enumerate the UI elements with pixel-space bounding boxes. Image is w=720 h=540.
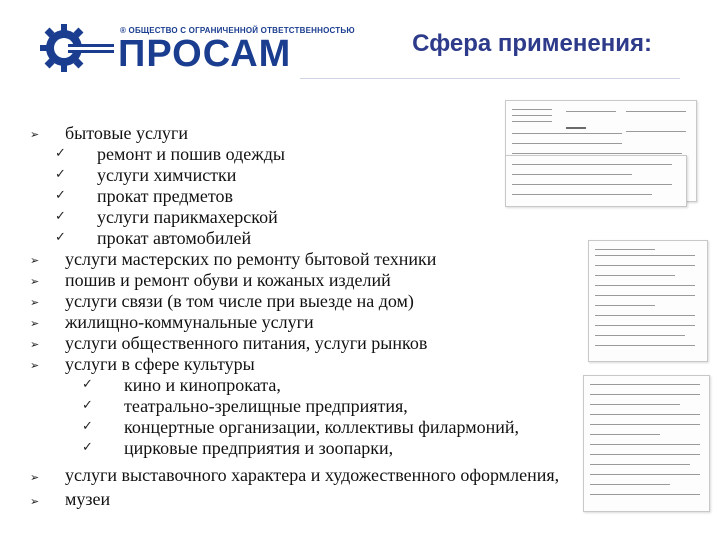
arrow-icon: ➢ — [30, 275, 40, 288]
check-icon: ✓ — [55, 188, 66, 203]
list-item: услуги выставочного характера и художественного оформления, — [65, 465, 560, 485]
arrow-icon: ➢ — [30, 296, 40, 309]
logo-tagline: ® ОБЩЕСТВО С ОГРАНИЧЕННОЙ ОТВЕТСТВЕННОСТЬЮ — [120, 26, 355, 35]
check-icon: ✓ — [82, 398, 93, 413]
list-item: услуги в сфере культуры — [65, 354, 255, 374]
arrow-icon: ➢ — [30, 495, 40, 508]
list-item: музеи — [65, 489, 111, 509]
list-item: ремонт и пошив одежды — [97, 144, 285, 164]
list-item: услуги связи (в том числе при выезде на дом) — [65, 291, 414, 311]
arrow-icon: ➢ — [30, 128, 40, 141]
check-icon: ✓ — [82, 377, 93, 392]
arrow-icon: ➢ — [30, 471, 40, 484]
list-item: кино и кинопроката, — [124, 375, 281, 395]
check-icon: ✓ — [82, 419, 93, 434]
list-item: прокат предметов — [97, 186, 234, 206]
list-item: бытовые услуги — [65, 123, 188, 143]
list-item: театрально-зрелищные предприятия, — [124, 396, 408, 416]
arrow-icon: ➢ — [30, 359, 40, 372]
list-item: пошив и ремонт обуви и кожаных изделий — [65, 270, 391, 290]
logo-name: ПРОСАМ — [118, 33, 292, 75]
list-item: услуги парикмахерской — [97, 207, 278, 227]
check-icon: ✓ — [55, 230, 66, 245]
check-icon: ✓ — [82, 440, 93, 455]
check-icon: ✓ — [55, 167, 66, 182]
arrow-icon: ➢ — [30, 317, 40, 330]
check-icon: ✓ — [55, 146, 66, 161]
list-item: цирковые предприятия и зоопарки, — [124, 438, 394, 458]
check-icon: ✓ — [55, 209, 66, 224]
list-item: концертные организации, коллективы филармоний, — [124, 417, 519, 437]
list-item: услуги общественного питания, услуги рынков — [65, 333, 428, 353]
list-item: жилищно-коммунальные услуги — [65, 312, 314, 332]
list-item: прокат автомобилей — [97, 228, 252, 248]
list-item: услуги мастерских по ремонту бытовой техники — [65, 249, 437, 269]
page-title: Сфера применения: — [412, 30, 652, 57]
list-item: услуги химчистки — [97, 165, 237, 185]
arrow-icon: ➢ — [30, 254, 40, 267]
arrow-icon: ➢ — [30, 338, 40, 351]
